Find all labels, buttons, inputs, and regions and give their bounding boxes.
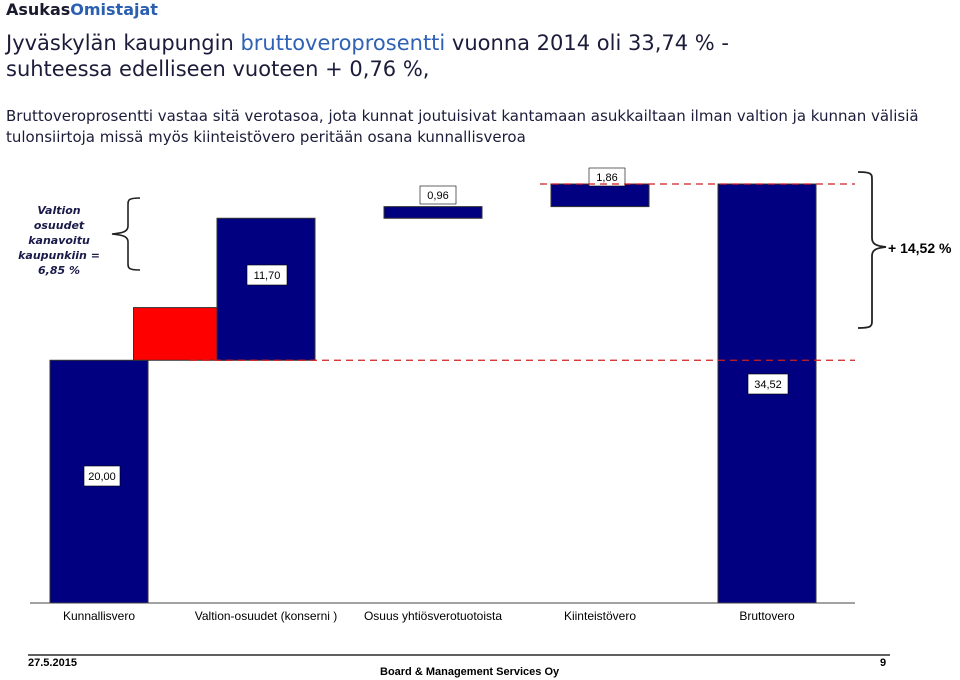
right-brace — [858, 172, 886, 328]
bar-4 — [551, 184, 649, 207]
title-after: vuonna 2014 oli 33,74 % - — [445, 31, 729, 55]
side-note: Valtion osuudet kanavoitu kaupunkiin = 6,85 % — [18, 204, 100, 277]
description: Bruttoveroprosentti vastaa sitä verotasoa, jota kunnat joutuisivat kantamaan asukkailtaan ilman valtion ja kunnan välisiä tulonsiirtoja missä myös kiinteistövero peritään osana kunnallisveroa — [6, 107, 919, 146]
bracket-label: + 14,52 % — [888, 240, 952, 256]
category-label-4: Bruttovero — [739, 609, 795, 623]
left-brace — [112, 198, 140, 270]
bar-3 — [384, 207, 482, 219]
data-label-5: 34,52 — [754, 379, 782, 391]
category-label-1: Valtion-osuudet (konserni ) — [194, 609, 338, 623]
category-label-3: Kiinteistövero — [563, 609, 637, 623]
footer-date: 27.5.2015 — [28, 657, 77, 669]
category-label-0: Kunnallisvero — [62, 609, 136, 623]
bar-2 — [217, 218, 315, 360]
logo-part1: Asukas — [6, 0, 71, 19]
data-label-2: 11,70 — [253, 270, 281, 282]
data-label-4: 1,86 — [596, 172, 618, 184]
title-before: Jyväskylän kaupungin — [6, 31, 241, 55]
footer-company: Board & Management Services Oy — [380, 666, 560, 678]
footer-page-number: 9 — [880, 657, 887, 669]
category-label-2: Osuus yhtiösverotuotoista — [363, 609, 503, 623]
title-line2: suhteessa edelliseen vuoteen + 0,76 %, — [6, 57, 430, 81]
data-label-0: 20,00 — [88, 471, 116, 483]
category-labels-layer — [63, 609, 795, 623]
data-label-3: 0,96 — [427, 190, 449, 202]
logo-part2: Omistajat — [70, 0, 158, 19]
bars-layer — [50, 184, 816, 603]
title-highlight: bruttoveroprosentti — [240, 31, 446, 55]
